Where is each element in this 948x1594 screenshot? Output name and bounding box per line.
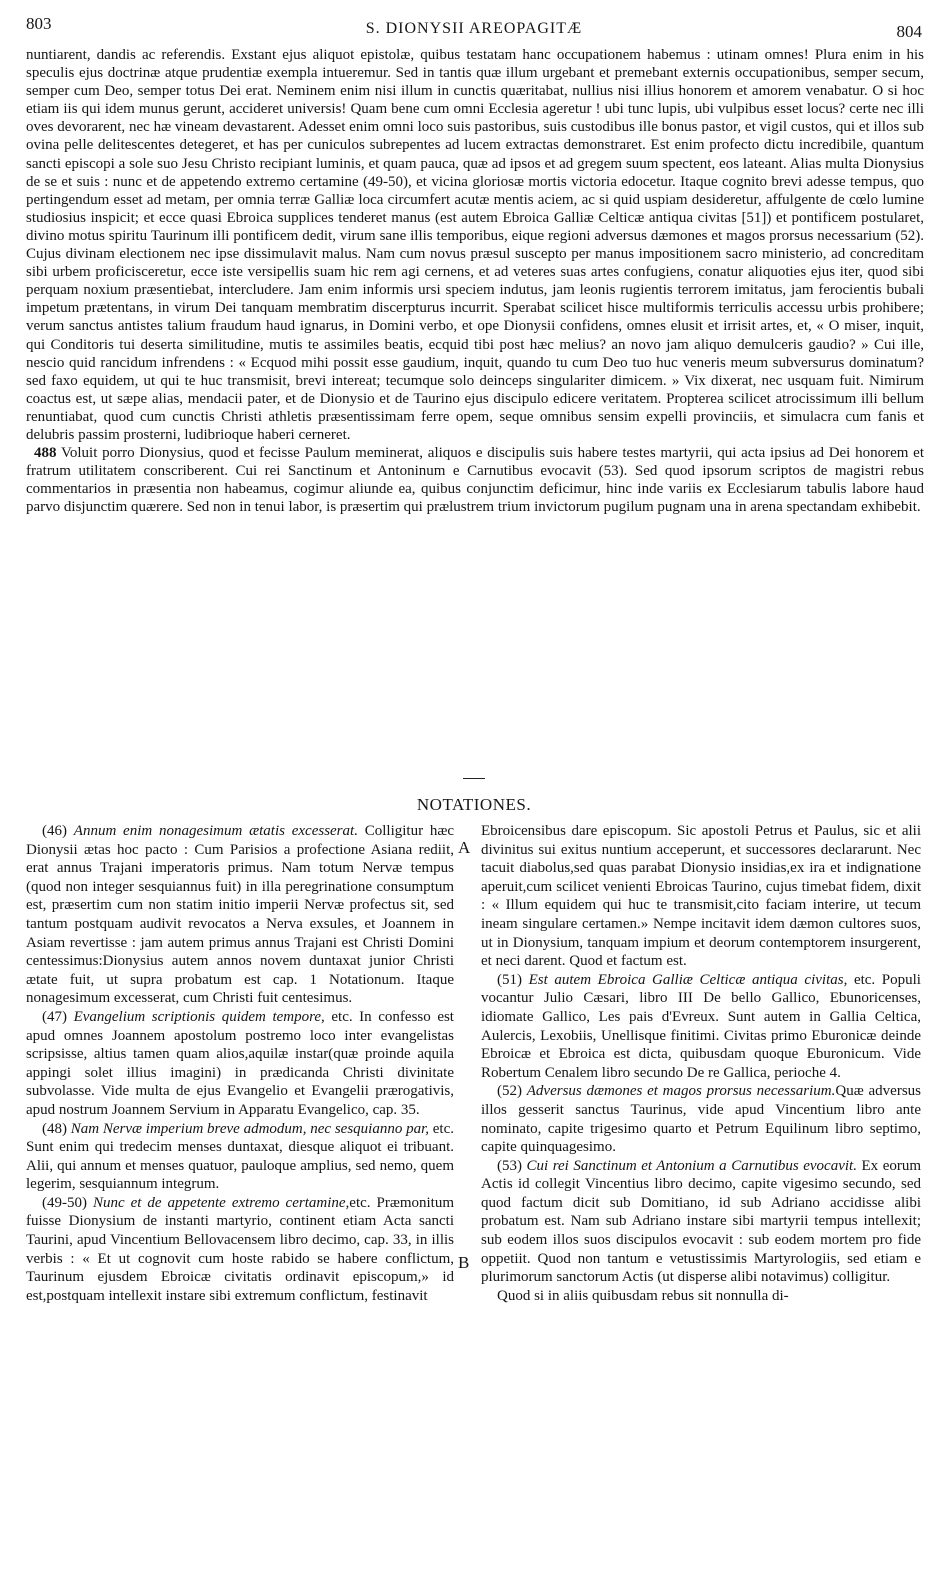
note-lemma: Nam Nervæ imperium breve admodum, nec sesquianno par, bbox=[70, 1120, 430, 1137]
note-text: Ex eorum Actis id collegit Vincentius libro decimo, capite vigesimo secundo, sed quod factum dicit sub Domitiano, id sub Adriano accidisse alibi probatum est. Nam sub Adriano instare sibi martyrii tempus intellexit; sub eodem illos suos discipulos evocavit : sub eodem mortem pro fide oppetiit. Quod non tantum e vetustissimis Martyrologiis, sed etiam e plurimorum sanctorum Actis (ut disperse alibi notavimus) colligitur. bbox=[481, 1157, 922, 1286]
body-paragraph bbox=[26, 444, 924, 516]
body-paragraph-text: nuntiarent, dandis ac referendis. Exstant ejus aliquot epistolæ, quibus testatam hanc occupationem habemus : utinam omnes! Plura enim in his speculis ejus doctrinæ atque prudentiæ exempla intueremur. Sed in tantis quæ illum urgebant et premebant externis occupationibus, semper secum, semper cum Deo, semper totus Dei erat. Neminem enim nisi illum in cunctis quæritabat, nullius nisi illius honorem et amorem venabatur. O si hoc etiam iis qui idem munus gerunt, accideret universis! Quam bene cum omni Ecclesia ageretur ! ubi tunc lupis, ubi vulpibus esset locus? certe nec illi oves devorarent, nec hæ vineam devastarent. Adesset enim omni loco suis pastoribus, suis custodibus ille bonus pastor, et vigil custos, qui et illos sub ovina pelle delitescentes detegeret, et has per cuniculos subrepentes ad lucem extractas demonstraret. Est enim profecto dictu incredibile, quantum sancti episcopi a sole suo Jesu Christo recipiant luminis, et quam pauca, quæ ad ipsos et ad gregem suum spectent, eos lateant. Alias multa Dionysius de se et suis : nunc et de appetendo extremo certamine (49-50), et vicina gloriosæ mortis victoria edocetur. Itaque cognito brevi adesse tempus, quo pertingendum esset ad metam, per omnia terræ Galliæ loca circumfert acutæ mentis aciem, ac si quid uspiam desideretur, affulgente de cœlo lumine studiosius inspicit; et ecce quasi Ebroica supplices tenderet manus (est autem Ebroica Galliæ Celticæ antiqua civitas [51]) et pontificem postularet, divino motus spiritu Taurinum illi pontificem dedit, virum sane illis temporibus, eique regioni adversus dæmones et magos prorsus necessarium (52). Cujus divinam electionem nec ipse dissimulavit malus. Nam cum novus præsul suscepto per manus impositionem sacro ministerio, ad concreditam sibi urbem proficisceretur, ecce iste versipellis suam hic rem agi cernens, et ad veteres suas artes confugiens, conatur aliquoties ejus iter, quod sibi perquam noxium præsentiebat, intercludere. Jam enim informis ursi speciem indutus, jam leonis rugientis terrorem imitatus, jam ferocientis bubali impetum prætentans, in virum Dei tanquam membratim discerpturus incurrit. Sperabat scilicet hisce multiformis terriculis accessu urbis prohibere; verum sanctus antistes talium fraudum haud ignarus, in Domini verbo, et ope Dionysii confidens, omnes elusit et irrisit artes, et, « O miser, inquit, qui Conditoris tui deserta similitudine, mutis te assimiles beatis, ecquid tibi post hæc melius? an novo jam aliquo demulceris gaudio? » Cui ille, nescio quid rancidum infrendens : « Ecquod mihi possit esse gaudium, inquit, quando tu cum Deo tuo huc veneris meum subversurus dominatum? sed faxo equidem, ut qui te huc transmisit, brevi intereat; tecumque solo deinceps singulariter dimicem. » Vix dixerat, nec usquam fuit. Nimirum coactus est, ut sæpe alias, mendacii pater, et de Dionysio et de Taurino ejus discipulo edicere veritatem. Propterea scilicet atrocissimum illi bellum renuntiabat, quod cum cunctis Christi athletis præsentissimam ferre opem, seque omnibus sensim expelli provinciis, et simulacra cum fanis et delubris passim prosterni, ludibrioque haberi cerneret. bbox=[26, 47, 924, 443]
margin-marker-b: B bbox=[458, 1253, 470, 1272]
page-number-right: 804 bbox=[896, 22, 922, 41]
note-text: Ebroicensibus dare episcopum. Sic apostoli Petrus et Paulus, sic et alii divinitus sui exitus nuntium acceperunt, et successores declararunt. Nec tacuit diabolus,sed quas parabat Dionysio insidias,ex ira et indignatione aperuit,cum scilicet venienti Ebroicas Taurino, cujus timebat fidem, dixit : « Illum equidem qui huc te transmisit,cito faciam interire, ut tecum ineam singulare certamen.» Nempe incitavit idem dæmon cultores suos, ut in Dionysium, tanquam impium et deorum contemptorem insurgerent, et neci darent. Quod et factum est. bbox=[481, 823, 921, 970]
note-lemma: Evangelium scriptionis quidem tempore, bbox=[73, 1008, 325, 1025]
note-entry bbox=[26, 1194, 454, 1306]
note-number: (51) bbox=[497, 971, 529, 988]
note-number: (52) bbox=[497, 1083, 527, 1100]
note-entry bbox=[481, 1082, 921, 1156]
note-lemma: Adversus dæmones et magos prorsus necessarium. bbox=[526, 1083, 836, 1100]
note-entry bbox=[481, 1157, 921, 1287]
note-number: (48) bbox=[42, 1120, 71, 1137]
note-entry bbox=[26, 1120, 454, 1194]
paragraph-number: 488 bbox=[34, 445, 57, 462]
note-number: (47) bbox=[42, 1008, 74, 1025]
notes-column-left bbox=[26, 822, 454, 1305]
main-text bbox=[26, 46, 924, 516]
note-number: (46) bbox=[42, 823, 74, 839]
note-number: (49-50) bbox=[42, 1194, 93, 1211]
note-number: (53) bbox=[497, 1157, 527, 1174]
note-lemma: Nunc et de appetente extremo certamine, bbox=[92, 1194, 350, 1211]
note-text: etc. Sunt enim qui tredecim menses duntaxat, diesque aliquot ei tribuant. Alii, qui annum et menses quatuor, pauloque amplius, sed nemo, quem legerim, sesquiannum integrum. bbox=[26, 1120, 455, 1193]
note-continuation bbox=[481, 822, 921, 971]
running-header bbox=[26, 8, 922, 42]
notes-column-right bbox=[481, 822, 921, 1305]
page-number-left: 803 bbox=[26, 14, 52, 33]
note-lemma: Est autem Ebroica Galliæ Celticæ antiqua civitas, bbox=[528, 971, 848, 988]
note-text: Quod si in aliis quibusdam rebus sit nonnulla di- bbox=[497, 1287, 789, 1304]
running-title: S. DIONYSII AREOPAGITÆ bbox=[365, 20, 583, 37]
body-paragraph-text: Voluit porro Dionysius, quod et fecisse Paulum meminerat, aliquos e discipulis suis habere testes martyrii, qui acta ipsius ad Dei honorem et fratrum utilitatem conscriberent. Cui rei Sanctinum et Antoninum e Carnutibus evocavit (53). Sed quod ipsorum scriptos de magistri rebus commentarios in præsentia non habeamus, cogimur aliunde ea, quibus conjunctim deficimur, hinc inde variis ex Ecclesiarum tabulis labore haud parvo disjunctim quærere. Sed non in tenui labor, is præsertim qui prælustrem trium invictorum pugilum pugnam una in arena spectandam exhibebit. bbox=[26, 445, 924, 516]
note-entry bbox=[26, 822, 454, 1008]
note-lemma: Annum enim nonagesimum ætatis excesserat. bbox=[73, 823, 358, 839]
note-text: etc. In confesso est apud omnes Joannem apostolum postremo loco inter evangelistas scripsisse, altius tamen quam alios,aquilæ instar(quæ proinde aquila appingi solet illius imagini) in prædicanda Christi divinitate subvolasse. Vide multa de ejus Evangelio et Evangelii prærogativis, apud nostrum Joannem Servium in Apparatu Evangelico, cap. 35. bbox=[26, 1008, 454, 1118]
note-text: Quæ adversus illos gesserit sanctus Taurinus, vide apud Vincentium libro ante nominato, capite trigesimo quarto et Petrum Equilinum libro septimo, capite quinquagesimo. bbox=[481, 1083, 921, 1156]
note-entry bbox=[481, 971, 921, 1083]
note-lemma: Cui rei Sanctinum et Antonium a Carnutibus evocavit. bbox=[526, 1157, 857, 1174]
note-text: etc. Populi vocantur Julio Cæsari, libro III De bello Gallico, Ebunoricenses, idiomate Gallico, Les pais d'Evreux. Sunt autem in Gallia Celtica, Aulercis, Lexobiis, Unellisque finitimi. Civitas primo Eburonicæ deinde Ebroicæ et Ebroica est dicta, quibusdam quoque Eburonicum. Vide Robertum Cenalem libro secundo De re Gallica, perioche 4. bbox=[481, 971, 921, 1081]
section-divider bbox=[463, 778, 485, 779]
note-entry bbox=[481, 1287, 921, 1306]
notes-heading: NOTATIONES. bbox=[416, 795, 532, 814]
body-paragraph bbox=[26, 46, 924, 444]
margin-marker-a: A bbox=[458, 838, 471, 857]
note-entry bbox=[26, 1008, 454, 1120]
note-text: Colligitur hæc Dionysii ætas hoc pacto : Cum Parisios a profectione Asiana rediit, erat annus Trajani imperatoris primus. Nam totum Nervæ tempus (quod non integer sesquiannus fuit) in illa peregrinatione consumptum est, præsertim cum non statim initio imperii Nervæ profectus sit, sed tantum postquam audivit revocatos a Nerva exsules, et Joannem in Asiam revertisse : jam autem primus annus Trajani est Christi Domini centessimus:Dionysius autem annos novem duntaxat junior Christi ætate fuit, ut supra probatum est cap. 1 Notationum. Itaque nonagesimum excesserat, cum Christi fuit centesimus. bbox=[26, 823, 455, 1007]
note-text: etc. Præmonitum fuisse Dionysium de instanti martyrio, continent etiam Acta sancti Taurini, apud Vincentium Bellovacensem libro decimo, cap. 33, in illis verbis : « Et ut cognovit cum hoste rabido se habere conflictum, Taurinum ejusdem Ebroicæ civitatis ordinavit episcopum,» id est,postquam intellexit instare sibi extremum conflictum, festinavit bbox=[26, 1194, 454, 1304]
